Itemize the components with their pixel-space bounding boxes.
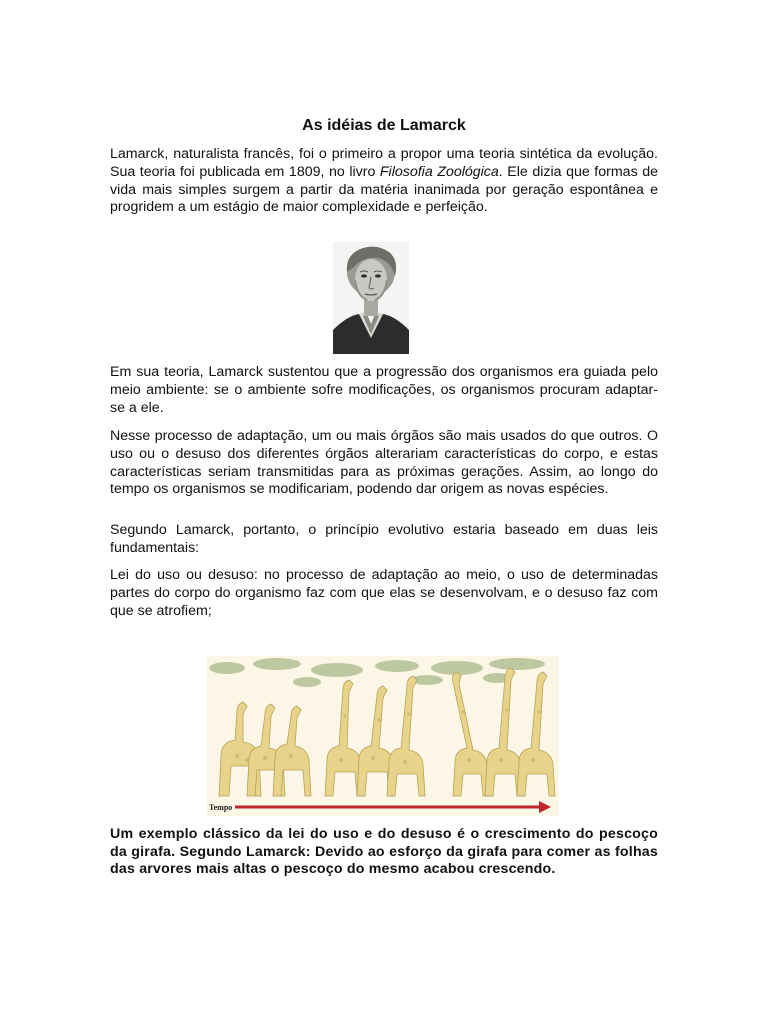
book-title: Filosofia Zoológica [379, 163, 499, 180]
document-title: As idéias de Lamarck [302, 117, 466, 134]
paragraph-intro-text-a: Lamarck, naturalista francês, foi o primeiro a propor uma teoria sintética da evolução. Sua teoria foi publicada em 1809, no livro [110, 146, 658, 180]
paragraph-intro-text-b: . Ele dizia que formas de vida mais simples surgem a partir da matéria inanimada por geração espontânea e progridem a um estágio de maior complexidade e perfeição. [110, 163, 658, 216]
paragraph-theory: Em sua teoria, Lamarck sustentou que a progressão dos organismos era guiada pelo meio ambiente: se o ambiente sofre modificações, os organismos procuram adaptar-se a ele. [110, 364, 658, 416]
giraffe-evolution-image [207, 656, 559, 816]
paragraph-intro [110, 146, 658, 217]
paragraph-principle: Segundo Lamarck, portanto, o princípio evolutivo estaria baseado em duas leis fundamentais: [110, 522, 658, 556]
paragraph-use-disuse-law: Lei do uso ou desuso: no processo de adaptação ao meio, o uso de determinadas partes do corpo do organismo faz com que elas se desenvolvam, e o desuso faz com que se atrofiem; [110, 567, 658, 619]
paragraph-giraffe-example: Um exemplo clássico da lei do uso e do desuso é o crescimento do pescoço da girafa. Segundo Lamarck: Devido ao esforço da girafa para comer as folhas das arvores mais altas o pescoço do mesmo acabou crescendo. [110, 826, 658, 877]
lamarck-portrait-image [333, 242, 409, 354]
time-axis-label: Tempo [209, 803, 233, 812]
paragraph-adaptation: Nesse processo de adaptação, um ou mais órgãos são mais usados do que outros. O uso ou o desuso dos diferentes órgãos alterariam características do corpo, e estas características seriam transmitidas para as próximas gerações. Assim, ao longo do tempo os organismos se modificariam, podendo dar origem as novas espécies. [110, 428, 658, 498]
